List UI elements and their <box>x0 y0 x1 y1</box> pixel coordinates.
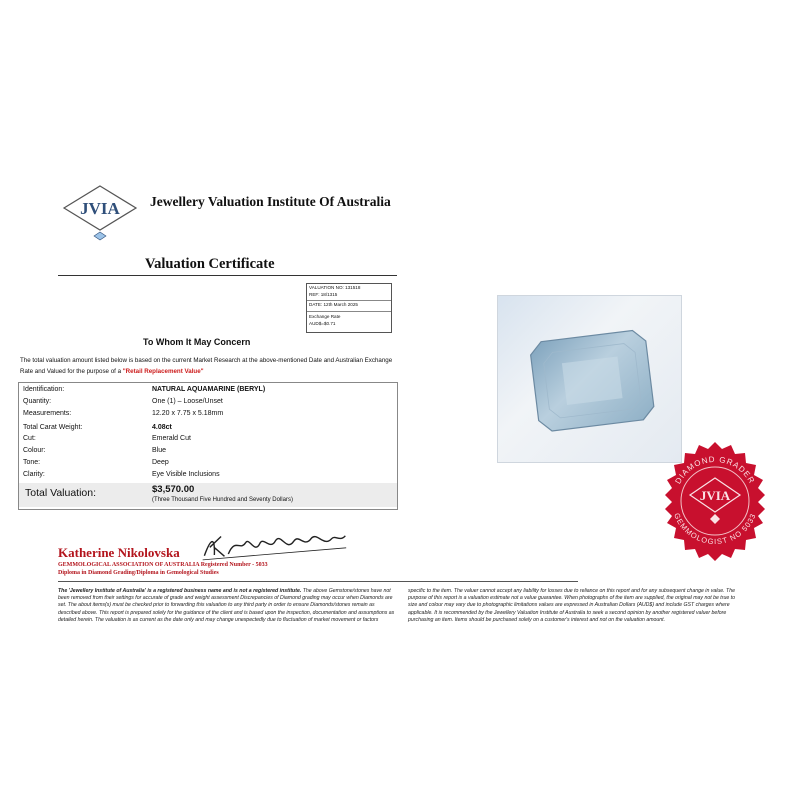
diamond-grader-seal <box>654 440 776 562</box>
exchange-rate-label: Exchange Rate <box>309 314 341 319</box>
seal-bottom-text: GEMMOLOGIST NO 5033 <box>672 511 758 547</box>
total-in-words: (Three Thousand Five Hundred and Seventy Dollars) <box>152 497 293 503</box>
detail-row-carat-weight <box>19 423 397 433</box>
seal-top-text: DIAMOND GRADER <box>673 454 757 486</box>
detail-label: Cut: <box>23 435 36 442</box>
detail-row-colour <box>19 446 397 456</box>
detail-label: Measurements: <box>23 410 72 417</box>
disclaimer-heading: The 'Jewellery Institute of Australia' is a registered business name and is not a registered institute. <box>58 588 302 594</box>
detail-label: Quantity: <box>23 398 52 405</box>
disclaimer-right: specific to the item. The valuer cannot accept any liability for losses due to reliance on this report and for any subsequent change in value. The purpose of this report is a valuation estimate not a value guarantee. When photographs of the item are supplied, the original may not be true to size and colour may vary due to photographic limitations values are expressed in Australian Dollars (AUD$) and include GST charges where applicable. It is recommended by the Jewellery Valuation Institute of Australia to seek a second opinion by another registered valuer before purchasing an item. Items should be purchased solely on a customer's interest and not on the valuation amount. <box>408 588 736 623</box>
salutation: To Whom It May Concern <box>143 337 251 347</box>
detail-label: Clarity: <box>23 471 45 478</box>
details-table <box>18 382 398 510</box>
detail-label: Total Carat Weight: <box>23 424 83 431</box>
certificate-title: Valuation Certificate <box>145 256 275 272</box>
intro-text: The total valuation amount listed below is based on the current Market Research at the above-mentioned Date and Australian Exchange Rate and Valued for the purpose of a <box>20 357 393 375</box>
valuation-info-box <box>306 283 392 333</box>
detail-value: One (1) – Loose/Unset <box>152 398 223 405</box>
title-divider <box>58 275 397 276</box>
valuer-name: Katherine Nikolovska <box>58 545 180 560</box>
disclaimer-left <box>58 588 396 624</box>
total-label: Total Valuation: <box>25 487 97 499</box>
gemstone-photo <box>497 295 682 463</box>
detail-row-tone <box>19 458 397 468</box>
detail-value: Blue <box>152 447 167 454</box>
detail-value: Eye Visible Inclusions <box>152 471 220 478</box>
detail-row-cut <box>19 434 397 444</box>
seal-center-text: JVIA <box>699 488 731 503</box>
box-divider <box>307 300 391 301</box>
detail-row-quantity <box>19 397 397 407</box>
intro-paragraph <box>20 355 398 377</box>
detail-value: Deep <box>152 459 169 466</box>
detail-row-clarity <box>19 470 397 480</box>
detail-value: NATURAL AQUAMARINE (BERYL) <box>152 386 266 393</box>
detail-row-identification <box>19 385 397 395</box>
total-valuation-row <box>19 483 397 507</box>
diploma-line: Diploma in Diamond Grading/Diploma in Gemological Studies <box>58 570 219 576</box>
reference-number: REF: 18/1315 <box>309 292 338 297</box>
retail-replacement-value: "Retail Replacement Value" <box>122 368 204 375</box>
box-divider <box>307 311 391 312</box>
detail-value: Emerald Cut <box>152 435 191 442</box>
detail-row-measurements <box>19 409 397 419</box>
exchange-rate-value: AUD$=$0.71 <box>309 321 336 326</box>
logo-text: JVIA <box>80 199 120 218</box>
total-value: $3,570.00 <box>152 484 195 495</box>
org-name: Jewellery Valuation Institute Of Australia <box>150 194 391 209</box>
detail-value: 12.20 x 7.75 x 5.18mm <box>152 410 224 417</box>
gemmological-registration: GEMMOLOGICAL ASSOCIATION OF AUSTRALIA Registered Number - 5033 <box>58 562 268 568</box>
detail-label: Identification: <box>23 386 65 393</box>
valuation-number: VALUATION NO: 131518 <box>309 285 361 290</box>
signature-divider <box>58 581 578 582</box>
diamond-icon <box>94 232 106 240</box>
valuation-date: DATE: 12th March 2025 <box>309 302 358 307</box>
detail-value: 4.08ct <box>152 424 172 431</box>
jvia-logo <box>60 182 140 234</box>
disclaimer-left-text: The above Gemstone/stones have not been removed from their settings for accurate of grade and weight assessment Discrepancies of Diamond grading may occur when Diamonds are set. The about items(s) must be checked prior to forwarding this valuation to any third party in order to ensure Diamonds/stones remain as described above. This report is prepared solely for the guidance of the client and is based upon the inspection, documentation and assumptions as detailed herein. The valuation is as current as the date only and may change unexpectedly due to fluctuation of market movement or factors <box>58 588 395 623</box>
detail-label: Tone: <box>23 459 41 466</box>
detail-label: Colour: <box>23 447 46 454</box>
